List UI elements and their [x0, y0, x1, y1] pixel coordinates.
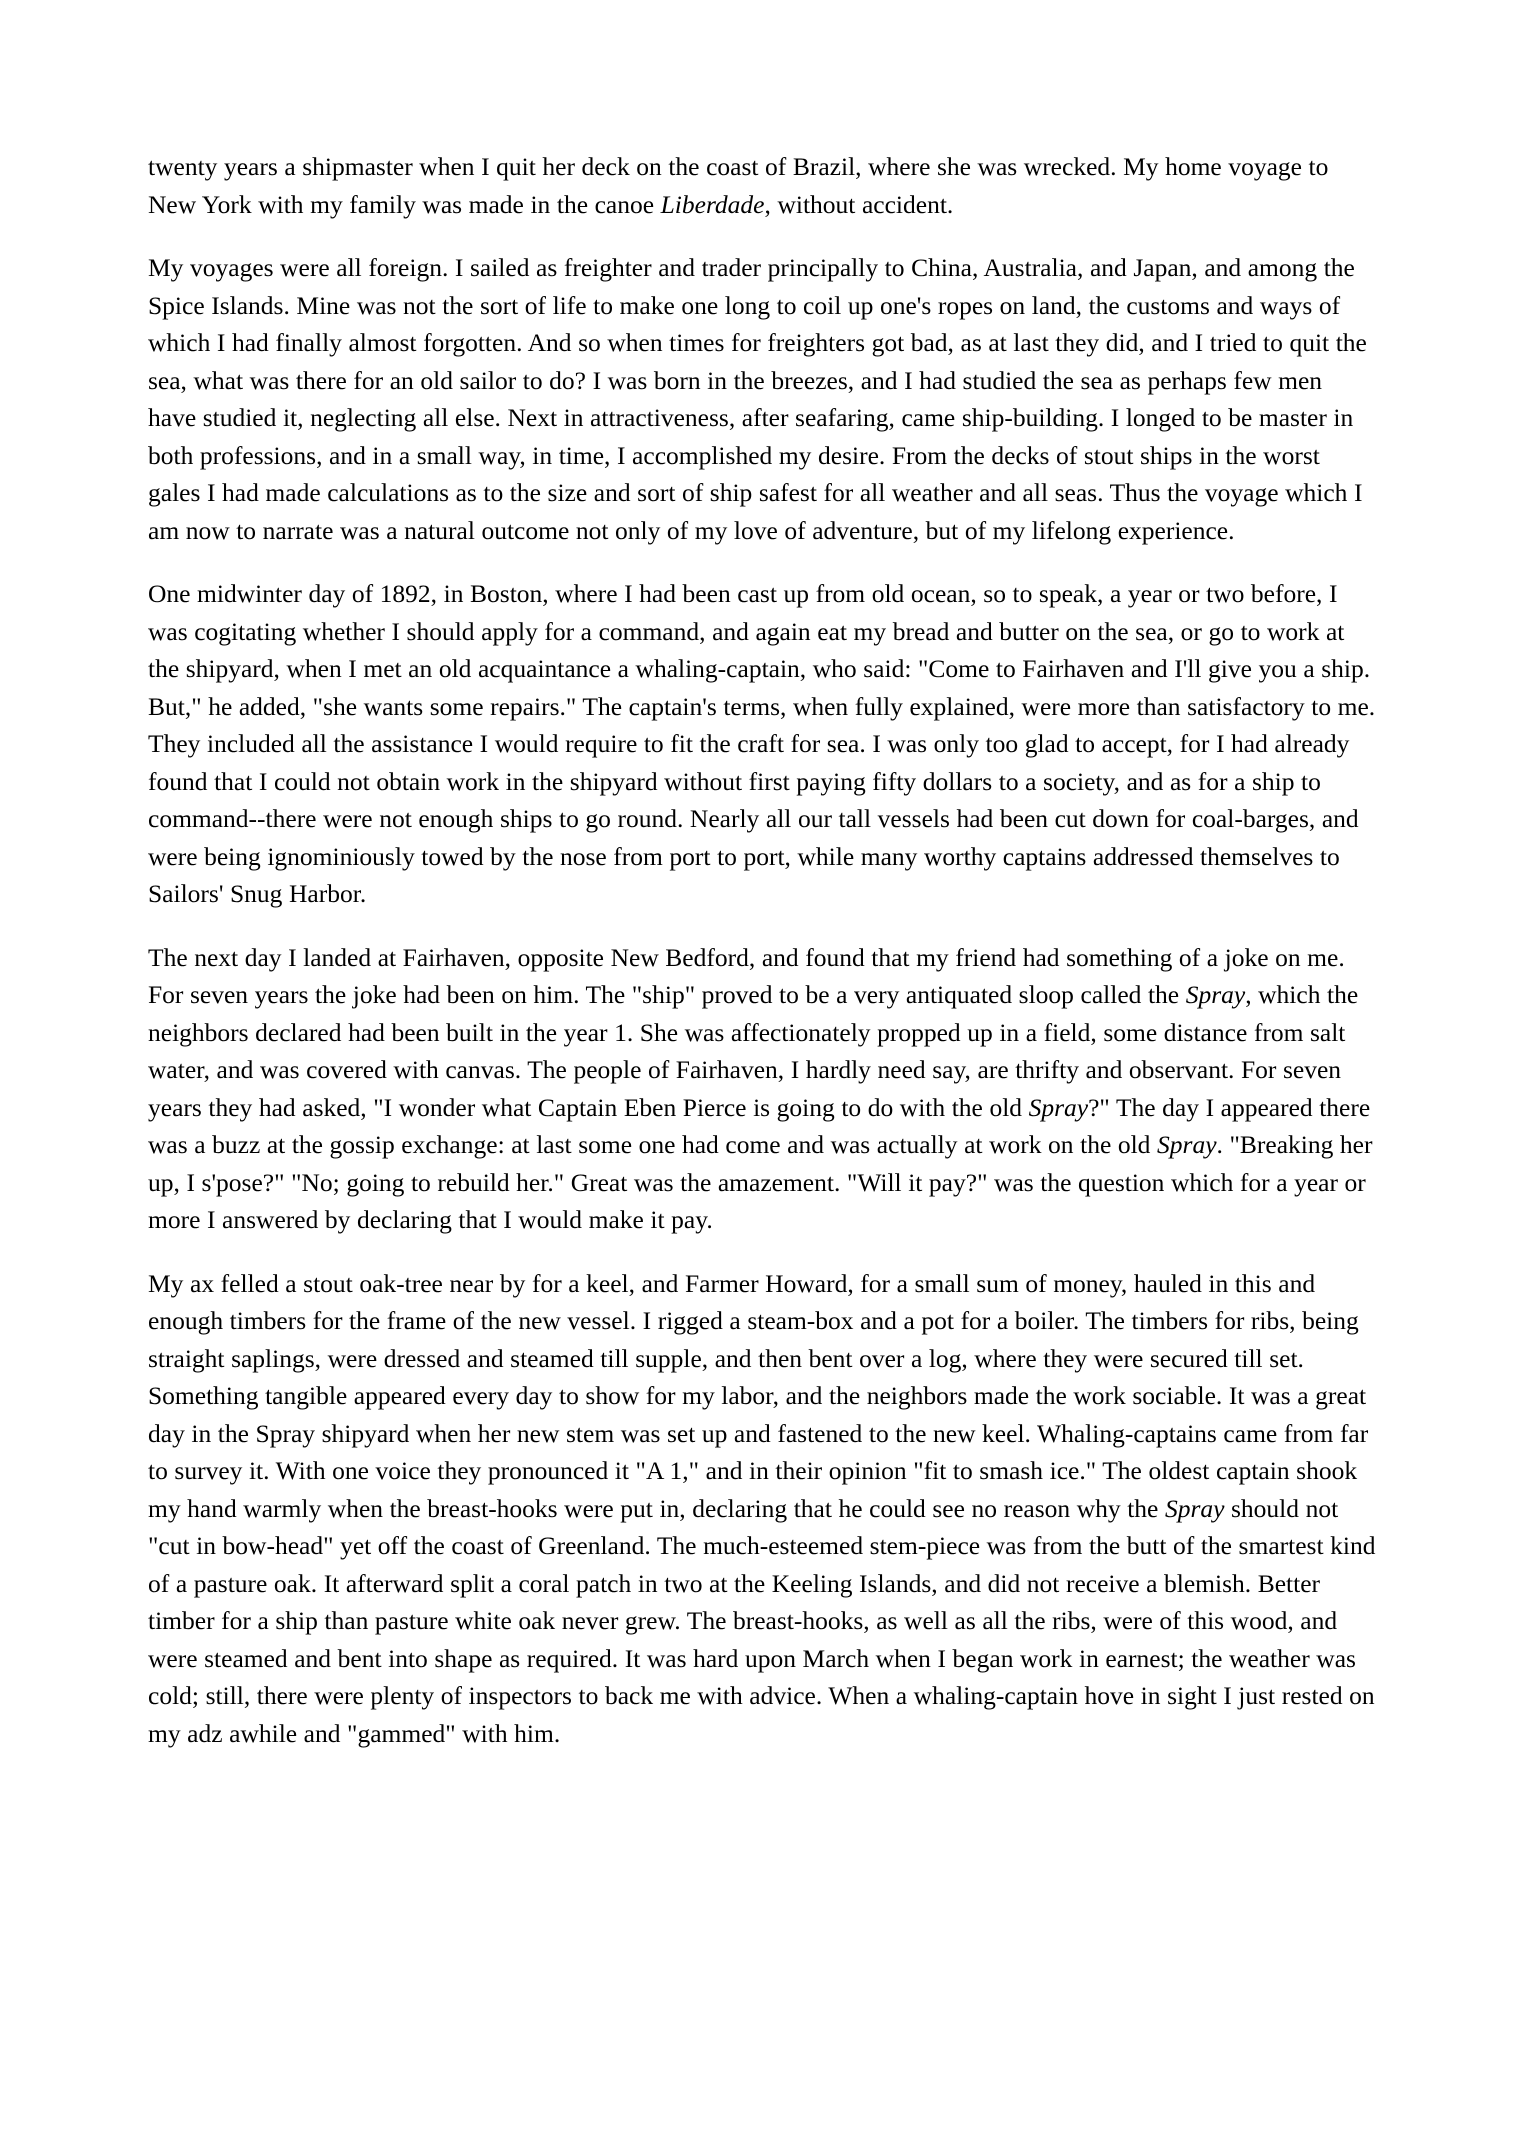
paragraph	[148, 1265, 1376, 1753]
paragraph	[148, 939, 1376, 1239]
italic-text-run: Spray	[1028, 1092, 1089, 1122]
text-run: The next day I landed at Fairhaven, opposite New Bedford, and found that my friend had something of a joke on me. For seven years the joke had been on him. The "ship" proved to be a very antiquated sloop called the	[148, 942, 1345, 1009]
italic-text-run: Spray	[1185, 980, 1246, 1009]
italic-text-run: Spray	[1157, 1130, 1217, 1159]
text-run: ?" The day I appeared there was a buzz at the gossip exchange: at last some one had come and was actually at work on the old	[148, 1092, 1371, 1159]
text-run: My voyages were all foreign. I sailed as freighter and trader principally to China, Australia, and Japan, and among the Spice Islands. Mine was not the sort of life to make one long to coil up one's ropes on land, the customs and ways of which I had finally almost forgotten. And so when times for freighters got bad, as at last they did, and I tried to quit the sea, what was there for an old sailor to do? I was born in the breezes, and I had studied the sea as perhaps few men have studied it, neglecting all else. Next in attractiveness, after seafaring, came ship-building. I longed to be master in both professions, and in a small way, in time, I accomplished my desire. From the decks of stout ships in the worst gales I had made calculations as to the size and sort of ship safest for all weather and all seas. Thus the voyage which I am now to narrate was a natural outcome not only of my love of adventure, but of my lifelong experience.	[148, 253, 1367, 545]
text-run: , without accident.	[764, 189, 954, 219]
text-run: . "Breaking her up, I s'pose?" "No; going to rebuild her." Great was the amazement. "Will it pay?" was the question which for a year or more I answered by declaring that I would make it pay.	[148, 1130, 1373, 1234]
italic-text-run: Liberdade	[660, 189, 765, 219]
text-run: , which the neighbors declared had been built in the year 1. She was affectionately propped up in a field, some distance from salt water, and was covered with canvas. The people of Fairhaven, I hardly need say, are thrifty and observant. For seven years they had asked, "I wonder what Captain Eben Pierce is going to do with the old	[148, 980, 1359, 1122]
italic-text-run: Spray	[1164, 1493, 1225, 1523]
text-run: should not "cut in bow-head" yet off the coast of Greenland. The much-esteemed stem-piece was from the butt of the smartest kind of a pasture oak. It afterward split a coral patch in two at the Keeling Islands, and did not receive a blemish. Better timber for a ship than pasture white oak never grew. The breast-hooks, as well as all the ribs, were of this wood, and were steamed and bent into shape as required. It was hard upon March when I began work in earnest; the weather was cold; still, there were plenty of inspectors to back me with advice. When a whaling-captain hove in sight I just rested on my adz awhile and "gammed" with him.	[148, 1493, 1376, 1748]
text-run: One midwinter day of 1892, in Boston, where I had been cast up from old ocean, so to speak, a year or two before, I was cogitating whether I should apply for a command, and again eat my bread and butter on the sea, or go to work at the shipyard, when I met an old acquaintance a whaling-captain, who said: "Come to Fairhaven and I'll give you a ship. But," he added, "she wants some repairs." The captain's terms, when fully explained, were more than satisfactory to me. They included all the assistance I would require to fit the craft for sea. I was only too glad to accept, for I had already found that I could not obtain work in the shipyard without first paying fifty dollars to a society, and as for a ship to command--there were not enough ships to go round. Nearly all our tall vessels had been cut down for coal-barges, and were being ignominiously towed by the nose from port to port, while many worthy captains addressed themselves to Sailors' Snug Harbor.	[148, 579, 1376, 908]
text-run: twenty years a shipmaster when I quit her deck on the coast of Brazil, where she was wrecked. My home voyage to New York with my family was made in the canoe	[148, 152, 1329, 219]
paragraph	[148, 575, 1376, 913]
text-run: My ax felled a stout oak-tree near by for a keel, and Farmer Howard, for a small sum of money, hauled in this and enough timbers for the frame of the new vessel. I rigged a steam-box and a pot for a boiler. The timbers for ribs, being straight saplings, were dressed and steamed till supple, and then bent over a log, where they were secured till set. Something tangible appeared every day to show for my labor, and the neighbors made the work sociable. It was a great day in the Spray shipyard when her new stem was set up and fastened to the new keel. Whaling-captains came from far to survey it. With one voice they pronounced it "A 1," and in their opinion "fit to smash ice." The oldest captain shook my hand warmly when the breast-hooks were put in, declaring that he could see no reason why the	[148, 1268, 1369, 1523]
document-body	[148, 148, 1376, 1752]
paragraph	[148, 249, 1376, 549]
paragraph	[148, 148, 1376, 223]
